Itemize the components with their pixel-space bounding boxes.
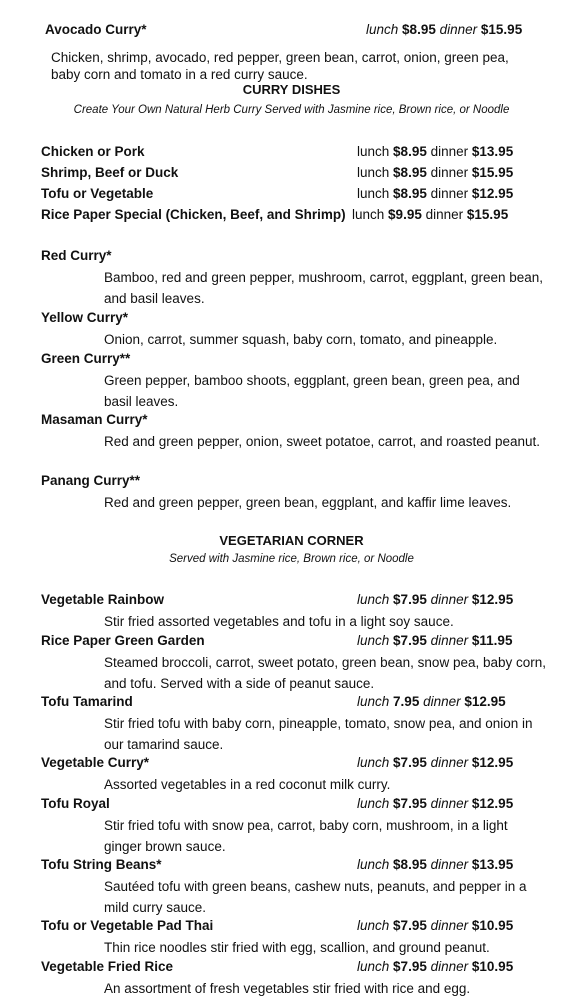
vegetarian-item-description: Assorted vegetables in a red coconut milk curry. bbox=[104, 777, 391, 792]
lunch-price: $7.95 bbox=[393, 796, 427, 811]
dinner-price: $13.95 bbox=[471, 144, 514, 159]
curry-type-name: Panang Curry** bbox=[41, 473, 141, 488]
vegetarian-item-name: Vegetable Fried Rice bbox=[41, 959, 174, 974]
vegetarian-item-description: Stir fried tofu with baby corn, pineapple, tomato, snow pea, and onion in our tamarind sauce. bbox=[104, 716, 533, 752]
lunch-label: lunch bbox=[357, 694, 390, 709]
lunch-price: $8.95 bbox=[393, 857, 427, 872]
dinner-label: dinner bbox=[430, 633, 469, 648]
dinner-price: $10.95 bbox=[471, 918, 514, 933]
dinner-price: $12.95 bbox=[471, 755, 514, 770]
protein-option-price bbox=[352, 207, 508, 222]
curry-type-name: Yellow Curry* bbox=[41, 310, 129, 325]
vegetarian-item-description: An assortment of fresh vegetables stir fried with rice and egg. bbox=[104, 981, 471, 996]
vegetarian-item-name: Tofu Tamarind bbox=[41, 694, 133, 709]
dinner-price: $12.95 bbox=[471, 592, 514, 607]
lunch-price: $7.95 bbox=[393, 918, 427, 933]
protein-option-price bbox=[357, 186, 513, 201]
vegetarian-item-description: Stir fried tofu with snow pea, carrot, baby corn, mushroom, in a light ginger brown sauce. bbox=[104, 818, 508, 854]
vegetarian-item-name: Tofu String Beans* bbox=[41, 857, 162, 872]
lunch-price: $7.95 bbox=[393, 592, 427, 607]
lunch-price: $9.95 bbox=[388, 207, 422, 222]
dinner-price: $13.95 bbox=[471, 857, 514, 872]
lunch-label: lunch bbox=[357, 592, 390, 607]
protein-option-name: Rice Paper Special (Chicken, Beef, and Shrimp) bbox=[41, 207, 346, 222]
vegetarian-item-name: Vegetable Curry* bbox=[41, 755, 150, 770]
vegetarian-item-price bbox=[357, 857, 513, 872]
vegetarian-item-price bbox=[357, 633, 512, 648]
protein-option-name: Chicken or Pork bbox=[41, 144, 145, 159]
lunch-label: lunch bbox=[357, 959, 390, 974]
curry-type-name: Green Curry** bbox=[41, 351, 131, 366]
dinner-price: $15.95 bbox=[471, 165, 514, 180]
dinner-label: dinner bbox=[430, 186, 469, 201]
vegetarian-item-name: Rice Paper Green Garden bbox=[41, 633, 205, 648]
lunch-label: lunch bbox=[357, 796, 390, 811]
dinner-price: $12.95 bbox=[471, 796, 514, 811]
protein-option-name: Shrimp, Beef or Duck bbox=[41, 165, 179, 180]
vegetarian-corner-title: VEGETARIAN CORNER bbox=[219, 533, 364, 548]
dinner-label: dinner bbox=[430, 857, 469, 872]
avocado-curry-price bbox=[366, 22, 522, 37]
curry-type-description: Bamboo, red and green pepper, mushroom, carrot, eggplant, green bean, and basil leaves. bbox=[104, 270, 544, 306]
lunch-price: $7.95 bbox=[393, 755, 427, 770]
lunch-price: 7.95 bbox=[393, 694, 420, 709]
avocado-curry-name: Avocado Curry* bbox=[45, 22, 147, 37]
curry-type-name: Masaman Curry* bbox=[41, 412, 148, 427]
dinner-price: $12.95 bbox=[464, 694, 506, 709]
lunch-label: lunch bbox=[366, 22, 399, 37]
protein-option-price bbox=[357, 144, 513, 159]
lunch-label: lunch bbox=[357, 857, 390, 872]
dinner-price: $15.95 bbox=[466, 207, 509, 222]
vegetarian-item-description: Sautéed tofu with green beans, cashew nuts, peanuts, and pepper in a mild curry sauce. bbox=[104, 879, 527, 915]
dinner-label: dinner bbox=[430, 755, 469, 770]
dinner-label: dinner bbox=[430, 165, 469, 180]
dinner-label: dinner bbox=[430, 959, 469, 974]
curry-type-description: Green pepper, bamboo shoots, eggplant, green bean, green pea, and basil leaves. bbox=[104, 373, 520, 409]
vegetarian-item-name: Tofu Royal bbox=[41, 796, 110, 811]
curry-dishes-subtitle: Create Your Own Natural Herb Curry Served with Jasmine rice, Brown rice, or Noodle bbox=[73, 104, 510, 116]
lunch-price: $7.95 bbox=[393, 633, 427, 648]
lunch-price: $8.95 bbox=[393, 165, 427, 180]
curry-type-name: Red Curry* bbox=[41, 248, 112, 263]
vegetarian-corner-subtitle: Served with Jasmine rice, Brown rice, or Noodle bbox=[169, 553, 414, 565]
vegetarian-item-description: Stir fried assorted vegetables and tofu in a light soy sauce. bbox=[104, 614, 454, 629]
dinner-label: dinner bbox=[423, 694, 461, 709]
vegetarian-item-price bbox=[357, 959, 513, 974]
protein-option-price bbox=[357, 165, 513, 180]
lunch-price: $8.95 bbox=[393, 144, 427, 159]
curry-type-description: Onion, carrot, summer squash, baby corn, tomato, and pineapple. bbox=[104, 332, 498, 347]
vegetarian-item-name: Vegetable Rainbow bbox=[41, 592, 165, 607]
curry-type-description: Red and green pepper, green bean, eggplant, and kaffir lime leaves. bbox=[104, 495, 512, 510]
vegetarian-item-description: Thin rice noodles stir fried with egg, scallion, and ground peanut. bbox=[104, 940, 490, 955]
dinner-label: dinner bbox=[430, 918, 469, 933]
lunch-price: $7.95 bbox=[393, 959, 427, 974]
vegetarian-item-description: Steamed broccoli, carrot, sweet potato, green bean, snow pea, baby corn, and tofu. Served with a side of peanut sauce. bbox=[104, 655, 547, 691]
lunch-label: lunch bbox=[357, 633, 390, 648]
dinner-label: dinner bbox=[430, 144, 469, 159]
vegetarian-item-price bbox=[357, 796, 513, 811]
dinner-label: dinner bbox=[430, 796, 469, 811]
dinner-price: $10.95 bbox=[471, 959, 514, 974]
curry-dishes-title: CURRY DISHES bbox=[242, 82, 341, 97]
lunch-label: lunch bbox=[357, 165, 390, 180]
dinner-price: $12.95 bbox=[471, 186, 514, 201]
dinner-label: dinner bbox=[425, 207, 464, 222]
dinner-label: dinner bbox=[430, 592, 469, 607]
vegetarian-item-price bbox=[357, 755, 513, 770]
lunch-price: $8.95 bbox=[393, 186, 427, 201]
dinner-label: dinner bbox=[439, 22, 478, 37]
dinner-price: $15.95 bbox=[480, 22, 523, 37]
vegetarian-item-price bbox=[357, 592, 513, 607]
curry-type-description: Red and green pepper, onion, sweet potatoe, carrot, and roasted peanut. bbox=[104, 434, 541, 449]
lunch-price: $8.95 bbox=[402, 22, 436, 37]
vegetarian-item-name: Tofu or Vegetable Pad Thai bbox=[41, 918, 214, 933]
lunch-label: lunch bbox=[357, 144, 390, 159]
vegetarian-item-price bbox=[357, 694, 506, 709]
lunch-label: lunch bbox=[352, 207, 385, 222]
lunch-label: lunch bbox=[357, 755, 390, 770]
avocado-curry-description: Chicken, shrimp, avocado, red pepper, green bean, carrot, onion, green pea, baby corn and tomato in a red curry sauce. bbox=[51, 50, 509, 82]
protein-option-name: Tofu or Vegetable bbox=[41, 186, 154, 201]
dinner-price: $11.95 bbox=[471, 633, 513, 648]
lunch-label: lunch bbox=[357, 186, 390, 201]
lunch-label: lunch bbox=[357, 918, 390, 933]
vegetarian-item-price bbox=[357, 918, 513, 933]
